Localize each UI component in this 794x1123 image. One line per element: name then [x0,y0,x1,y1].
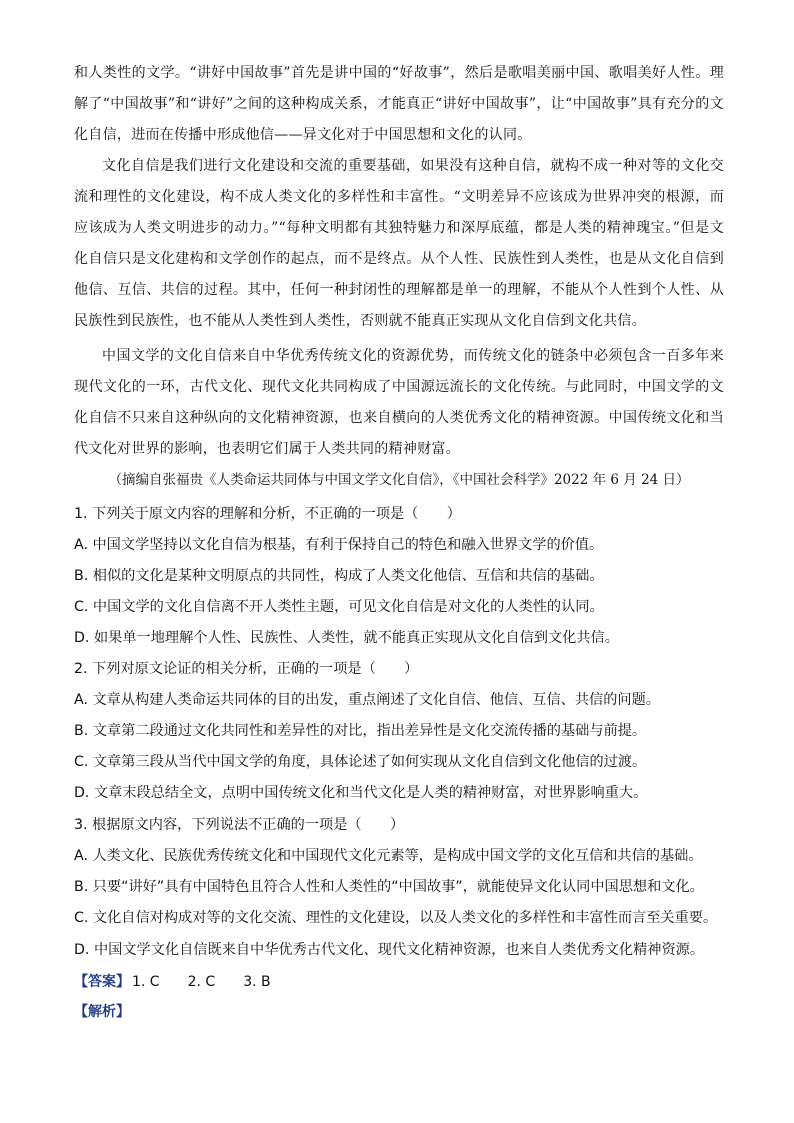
answer-line [74,972,271,992]
question-2-option-b: B. 文章第二段通过文化共同性和差异性的对比，指出差异性是文化交流传播的基础与前提。 [74,723,647,739]
question-1-stem: 1. 下列关于原文内容的理解和分析，不正确的一项是（ ） [74,506,461,522]
question-3-option-c: C. 文化自信对构成对等的文化交流、理性的文化建设，以及人类文化的多样性和丰富性而言至关重要。 [74,910,718,926]
passage-paragraph-3: 中国文学的文化自信来自中华优秀传统文化的资源优势，而传统文化的链条中必须包含一百多年来现代文化的一环，古代文化、现代文化共同构成了中国源远流长的文化传统。与此同时，中国文学的文化自信不只来自这种纵向的文化精神资源，也来自横向的人类优秀文化的精神资源。中国传统文化和当代文化对世界的影响，也表明它们属于人类共同的精神财富。 [74,348,724,457]
passage-source: （摘编自张福贵《人类命运共同体与中国文学文化自信》，《中国社会科学》2022 年 6 月 24 日） [108,472,690,488]
question-3-option-d: D. 中国文学文化自信既来自中华优秀古代文化、现代文化精神资源，也来自人类优秀文化精神资源。 [74,942,705,958]
question-3-option-b: B. 只要“讲好”具有中国特色且符合人性和人类性的“中国故事”，就能使异文化认同中国思想和文化。 [74,879,704,895]
question-2-option-d: D. 文章末段总结全文，点明中国传统文化和当代文化是人类的精神财富，对世界影响重大。 [74,785,648,801]
answer-item-2: 2. C [187,974,216,990]
question-2-option-a: A. 文章从构建人类命运共同体的目的出发，重点阐述了文化自信、他信、互信、共信的问题。 [74,692,660,708]
passage-paragraph-1: 和人类性的文学。“讲好中国故事”首先是讲中国的“好故事”，然后是歌唱美丽中国、歌唱美好人性。理解了“中国故事”和“讲好”之间的这种构成关系，才能真正“讲好中国故事”，让“中国故事”具有充分的文化自信，进而在传播中形成他信——异文化对于中国思想和文化的认同。 [74,65,724,143]
passage-paragraph-2: 文化自信是我们进行文化建设和交流的重要基础，如果没有这种自信，就构不成一种对等的文化交流和理性的文化建设，构不成人类文化的多样性和丰富性。“文明差异不应该成为世界冲突的根源，而应该成为人类文明进步的动力。”“每种文明都有其独特魅力和深厚底蕴，都是人类的精神瑰宝。”但是文化自信只是文化建构和文学创作的起点，而不是终点。从个人性、民族性到人类性，也是从文化自信到他信、互信、共信的过程。其中，任何一种封闭性的理解都是单一的理解，不能从个人性到个人性、从民族性到民族性，也不能从人类性到人类性，否则就不能真正实现从文化自信到文化共信。 [74,158,724,329]
question-1-option-a: A. 中国文学坚持以文化自信为根基，有利于保持自己的特色和融入世界文学的价值。 [74,537,604,553]
question-3-option-a: A. 人类文化、民族优秀传统文化和中国现代文化元素等，是构成中国文学的文化互信和共信的基础。 [74,848,703,864]
question-1-option-c: C. 中国文学的文化自信离不开人类性主题，可见文化自信是对文化的人类性的认同。 [74,599,604,615]
question-1-option-b: B. 相似的文化是某种文明原点的共同性，构成了人类文化他信、互信和共信的基础。 [74,568,604,584]
question-3-stem: 3. 根据原文内容，下列说法不正确的一项是（ ） [74,817,405,833]
answer-label: 【答案】 [74,974,130,990]
answer-item-1: 1. C [132,974,160,990]
question-2-stem: 2. 下列对原文论证的相关分析，正确的一项是（ ） [74,661,419,677]
answer-item-3: 3. B [243,974,271,990]
question-2-option-c: C. 文章第三段从当代中国文学的角度，具体论述了如何实现从文化自信到文化他信的过渡。 [74,754,647,770]
analysis-label: 【解析】 [74,1004,130,1020]
question-1-option-d: D. 如果单一地理解个人性、民族性、人类性，就不能真正实现从文化自信到文化共信。 [74,630,619,646]
